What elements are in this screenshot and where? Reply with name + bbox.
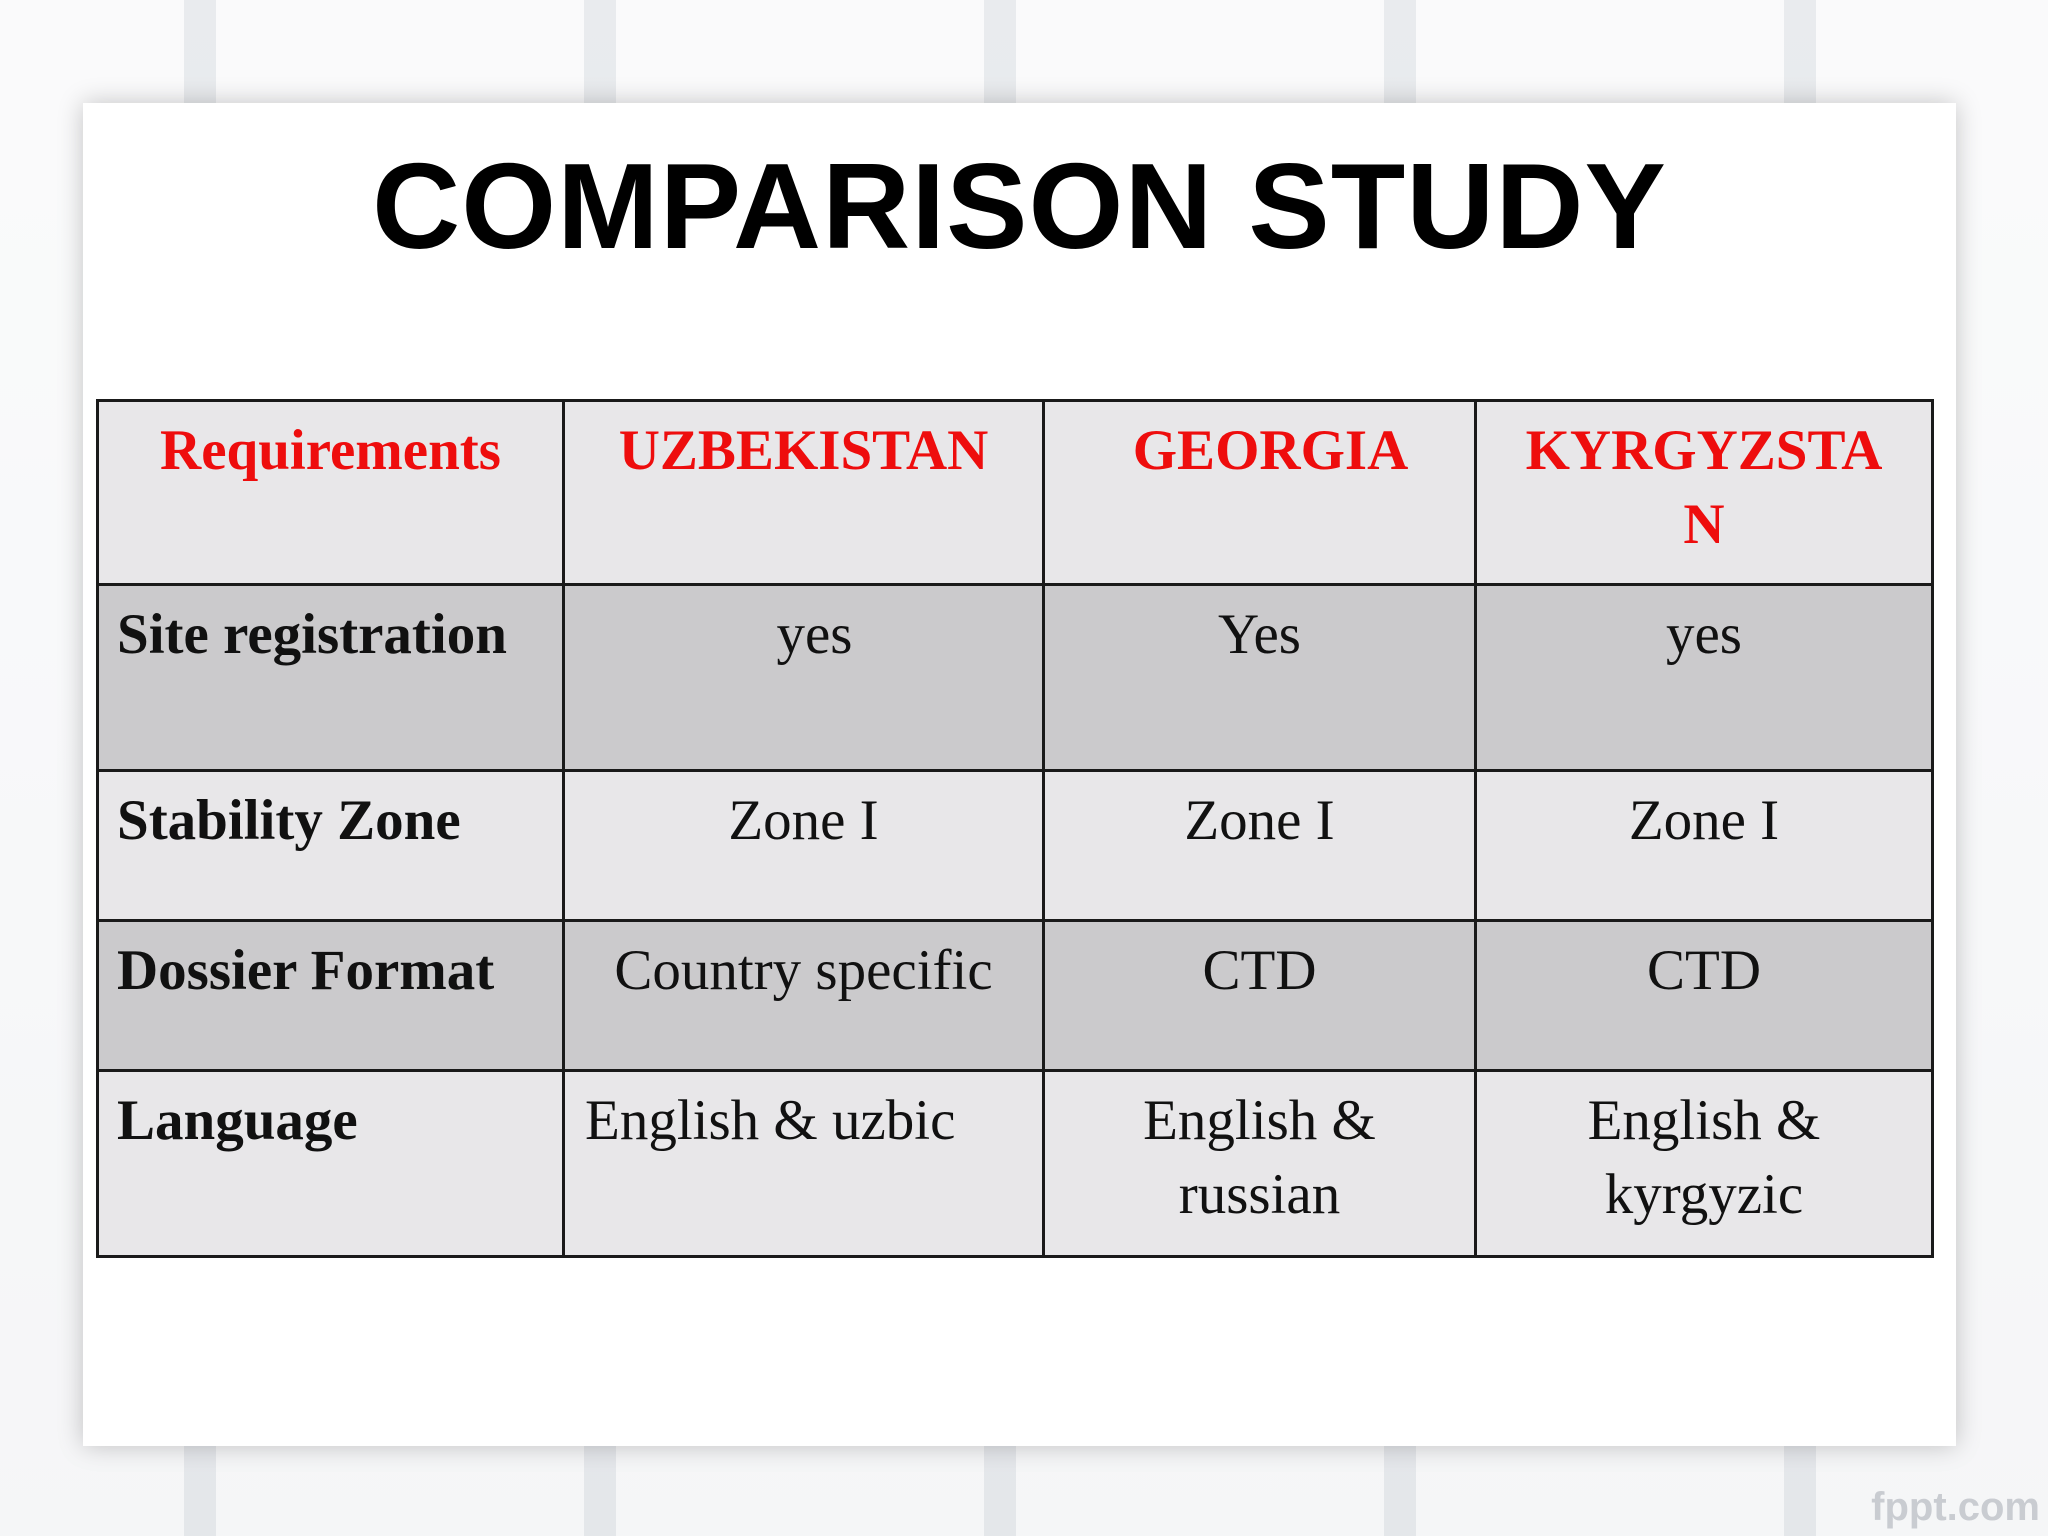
row-label-dossier-format: Dossier Format [98, 921, 564, 1071]
cell-georgia-language: English & russian [1044, 1071, 1476, 1257]
table-header-row [98, 401, 1933, 585]
cell-uzbekistan-dossier-format: Country specific [564, 921, 1044, 1071]
cell-georgia-dossier-format: CTD [1044, 921, 1476, 1071]
slide [83, 103, 1956, 1446]
table-row [98, 921, 1933, 1071]
table-row [98, 1071, 1933, 1257]
slide-title: COMPARISON STUDY [372, 138, 1667, 274]
cell-kyrgyzstan-site-registration: yes [1476, 585, 1933, 771]
cell-georgia-stability-zone: Zone I [1044, 771, 1476, 921]
row-label-language: Language [98, 1071, 564, 1257]
cell-uzbekistan-language: English & uzbic [564, 1071, 1044, 1257]
header-requirements: Requirements [98, 401, 564, 585]
header-georgia: GEORGIA [1044, 401, 1476, 585]
table-row [98, 771, 1933, 921]
cell-uzbekistan-stability-zone: Zone I [564, 771, 1044, 921]
watermark-text: fppt.com [1871, 1485, 2040, 1529]
row-label-stability-zone: Stability Zone [98, 771, 564, 921]
table-row [98, 585, 1933, 771]
cell-georgia-site-registration: Yes [1044, 585, 1476, 771]
cell-uzbekistan-site-registration: yes [564, 585, 1044, 771]
cell-kyrgyzstan-stability-zone: Zone I [1476, 771, 1933, 921]
row-label-site-registration: Site registration [98, 585, 564, 771]
cell-kyrgyzstan-dossier-format: CTD [1476, 921, 1933, 1071]
header-kyrgyzstan: KYRGYZSTA N [1476, 401, 1933, 585]
header-uzbekistan: UZBEKISTAN [564, 401, 1044, 585]
cell-kyrgyzstan-language: English & kyrgyzic [1476, 1071, 1933, 1257]
comparison-table [96, 399, 1934, 1258]
